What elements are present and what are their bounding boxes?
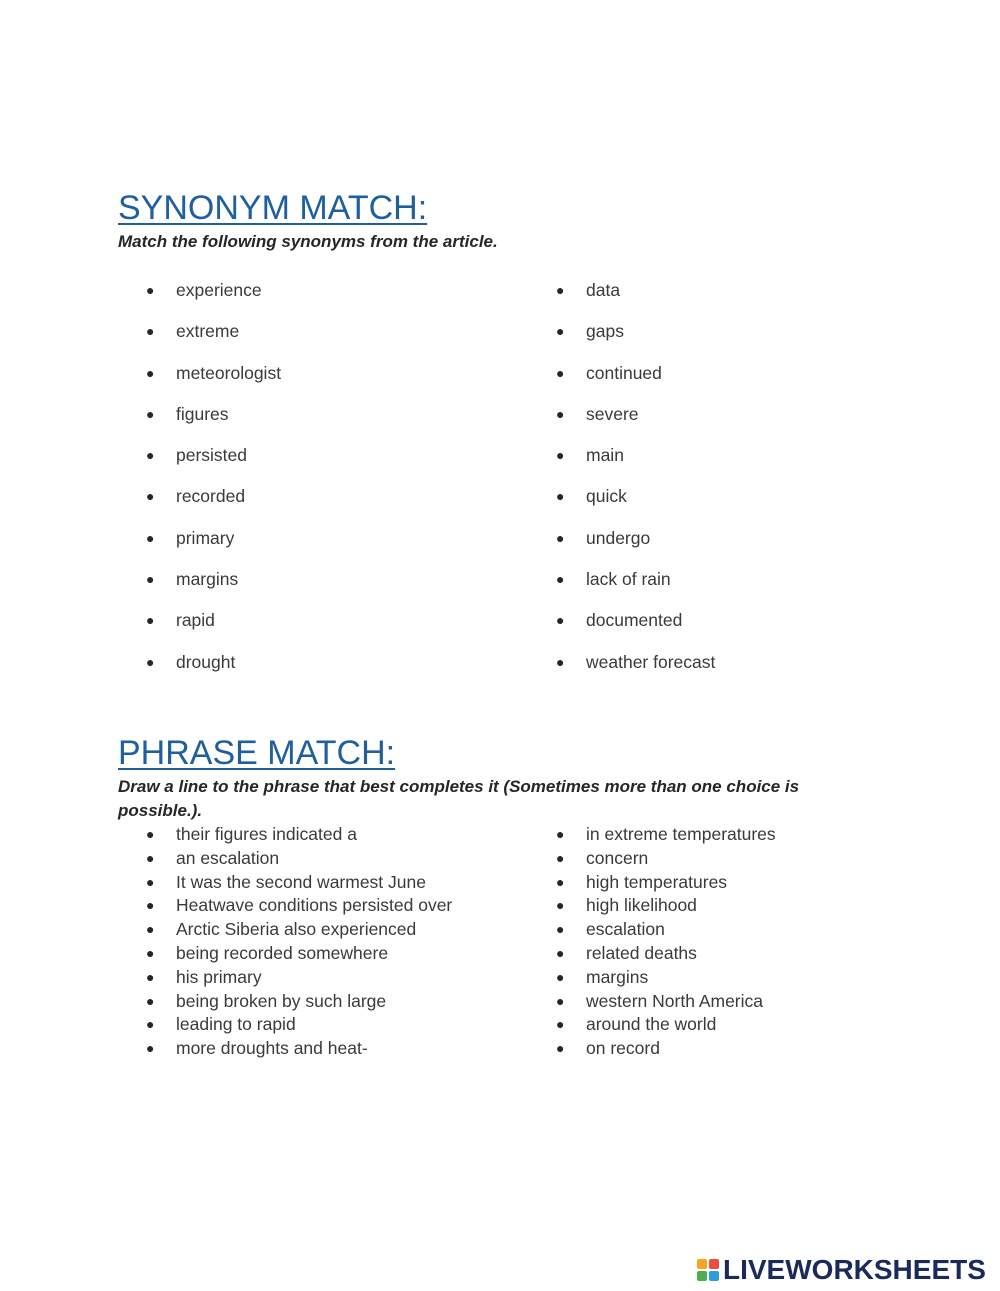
bullet-icon: ● xyxy=(556,405,565,422)
phrase-start xyxy=(146,823,506,847)
synonym-word xyxy=(146,443,506,484)
phrase-ending xyxy=(556,1013,916,1037)
synonym-match-word xyxy=(556,361,916,402)
phrase-ending xyxy=(556,942,916,966)
list-item-text: being broken by such large xyxy=(176,990,387,1011)
list-item-text: concern xyxy=(586,847,649,868)
phrase-start xyxy=(146,966,506,990)
bullet-icon: ● xyxy=(146,944,155,961)
bullet-icon: ● xyxy=(556,529,565,546)
bullet-icon: ● xyxy=(146,1040,155,1057)
bullet-icon: ● xyxy=(556,612,565,629)
synonym-match-word xyxy=(556,319,916,360)
bullet-icon: ● xyxy=(146,897,155,914)
list-item-text: severe xyxy=(586,403,639,424)
phrase-ending xyxy=(556,894,916,918)
bullet-icon: ● xyxy=(556,1040,565,1057)
logo-square-1 xyxy=(697,1259,707,1269)
synonym-instructions: Match the following synonyms from the article. xyxy=(118,232,498,251)
list-item-text: Arctic Siberia also experienced xyxy=(176,919,417,940)
bullet-icon: ● xyxy=(556,282,565,298)
list-item-text: high likelihood xyxy=(586,895,697,916)
list-item-text: primary xyxy=(176,527,235,548)
phrase-ending xyxy=(556,966,916,990)
synonym-left-list xyxy=(146,278,506,691)
synonym-word xyxy=(146,484,506,525)
list-item-text: more droughts and heat- xyxy=(176,1038,368,1059)
synonym-match-word xyxy=(556,278,916,319)
list-item-text: meteorologist xyxy=(176,362,282,383)
list-item-text: drought xyxy=(176,651,236,672)
list-item-text: documented xyxy=(586,610,683,631)
list-item-text: around the world xyxy=(586,1014,717,1035)
list-item-text: figures xyxy=(176,403,229,424)
list-item-text: margins xyxy=(176,569,239,590)
list-item-text: quick xyxy=(586,486,627,507)
list-item-text: extreme xyxy=(176,321,240,342)
bullet-icon: ● xyxy=(146,968,155,985)
bullet-icon: ● xyxy=(146,323,155,340)
phrase-start xyxy=(146,1037,506,1061)
list-item-text: an escalation xyxy=(176,847,280,868)
synonym-match-word xyxy=(556,402,916,443)
bullet-icon: ● xyxy=(146,488,155,505)
bullet-icon: ● xyxy=(556,873,565,890)
phrase-start xyxy=(146,847,506,871)
list-item-text: leading to rapid xyxy=(176,1014,296,1035)
list-item-text: data xyxy=(586,280,621,300)
liveworksheets-logo xyxy=(697,1254,986,1286)
bullet-icon: ● xyxy=(556,571,565,588)
synonym-word xyxy=(146,361,506,402)
list-item-text: recorded xyxy=(176,486,246,507)
bullet-icon: ● xyxy=(146,826,155,842)
list-item-text: high temperatures xyxy=(586,871,728,892)
bullet-icon: ● xyxy=(556,447,565,464)
logo-square-3 xyxy=(697,1271,707,1281)
synonym-match-word xyxy=(556,650,916,691)
synonym-match-word xyxy=(556,443,916,484)
bullet-icon: ● xyxy=(556,921,565,938)
phrase-ending xyxy=(556,918,916,942)
list-item-text: weather forecast xyxy=(586,651,716,672)
phrase-instructions: Draw a line to the phrase that best completes it (Sometimes more than one choice is possible.). xyxy=(118,777,800,820)
bullet-icon: ● xyxy=(146,849,155,866)
synonym-word xyxy=(146,278,506,319)
bullet-icon: ● xyxy=(146,405,155,422)
list-item-text: lack of rain xyxy=(586,569,671,590)
logo-square-2 xyxy=(709,1259,719,1269)
list-item-text: margins xyxy=(586,966,649,987)
bullet-icon: ● xyxy=(556,323,565,340)
phrase-section xyxy=(118,733,878,823)
bullet-icon: ● xyxy=(556,968,565,985)
phrase-title: PHRASE MATCH: xyxy=(118,734,396,772)
bullet-icon: ● xyxy=(146,571,155,588)
synonym-word xyxy=(146,402,506,443)
bullet-icon: ● xyxy=(146,529,155,546)
synonym-section xyxy=(118,188,878,254)
list-item-text: persisted xyxy=(176,445,248,466)
phrase-ending xyxy=(556,847,916,871)
phrase-left-list xyxy=(146,823,506,1061)
list-item-text: rapid xyxy=(176,610,215,631)
bullet-icon: ● xyxy=(146,653,155,670)
synonym-match-word xyxy=(556,484,916,525)
synonym-word xyxy=(146,319,506,360)
phrase-ending xyxy=(556,1037,916,1061)
bullet-icon: ● xyxy=(556,826,565,842)
bullet-icon: ● xyxy=(556,1016,565,1033)
bullet-icon: ● xyxy=(146,921,155,938)
list-item-text: Heatwave conditions persisted over xyxy=(176,895,453,916)
synonym-word xyxy=(146,608,506,649)
synonym-title: SYNONYM MATCH: xyxy=(118,189,428,227)
bullet-icon: ● xyxy=(556,897,565,914)
synonym-match-word xyxy=(556,526,916,567)
bullet-icon: ● xyxy=(556,849,565,866)
logo-square-4 xyxy=(709,1271,719,1281)
phrase-start xyxy=(146,990,506,1014)
phrase-start xyxy=(146,942,506,966)
bullet-icon: ● xyxy=(146,1016,155,1033)
bullet-icon: ● xyxy=(556,992,565,1009)
list-item-text: It was the second warmest June xyxy=(176,871,426,892)
bullet-icon: ● xyxy=(556,944,565,961)
bullet-icon: ● xyxy=(556,364,565,381)
synonym-match-word xyxy=(556,608,916,649)
list-item-text: on record xyxy=(586,1038,660,1059)
list-item-text: continued xyxy=(586,362,662,383)
phrase-start xyxy=(146,1013,506,1037)
list-item-text: in extreme temperatures xyxy=(586,824,776,844)
list-item-text: experience xyxy=(176,280,262,300)
bullet-icon: ● xyxy=(146,612,155,629)
list-item-text: main xyxy=(586,445,624,466)
synonym-right-list xyxy=(556,278,916,691)
phrase-ending xyxy=(556,990,916,1014)
synonym-word xyxy=(146,567,506,608)
bullet-icon: ● xyxy=(146,364,155,381)
phrase-right-list xyxy=(556,823,916,1061)
bullet-icon: ● xyxy=(146,447,155,464)
bullet-icon: ● xyxy=(146,992,155,1009)
list-item-text: their figures indicated a xyxy=(176,824,357,844)
bullet-icon: ● xyxy=(556,488,565,505)
phrase-start xyxy=(146,871,506,895)
synonym-word xyxy=(146,526,506,567)
logo-text: LIVEWORKSHEETS xyxy=(723,1254,986,1285)
list-item-text: western North America xyxy=(586,990,764,1011)
bullet-icon: ● xyxy=(146,282,155,298)
phrase-start xyxy=(146,918,506,942)
bullet-icon: ● xyxy=(556,653,565,670)
phrase-ending xyxy=(556,823,916,847)
list-item-text: undergo xyxy=(586,527,651,548)
list-item-text: his primary xyxy=(176,966,262,987)
list-item-text: related deaths xyxy=(586,942,697,963)
synonym-word xyxy=(146,650,506,691)
phrase-start xyxy=(146,894,506,918)
liveworksheets-logo-icon xyxy=(697,1259,719,1281)
list-item-text: being recorded somewhere xyxy=(176,942,389,963)
synonym-match-word xyxy=(556,567,916,608)
bullet-icon: ● xyxy=(146,873,155,890)
list-item-text: escalation xyxy=(586,919,665,940)
phrase-ending xyxy=(556,871,916,895)
list-item-text: gaps xyxy=(586,321,624,342)
